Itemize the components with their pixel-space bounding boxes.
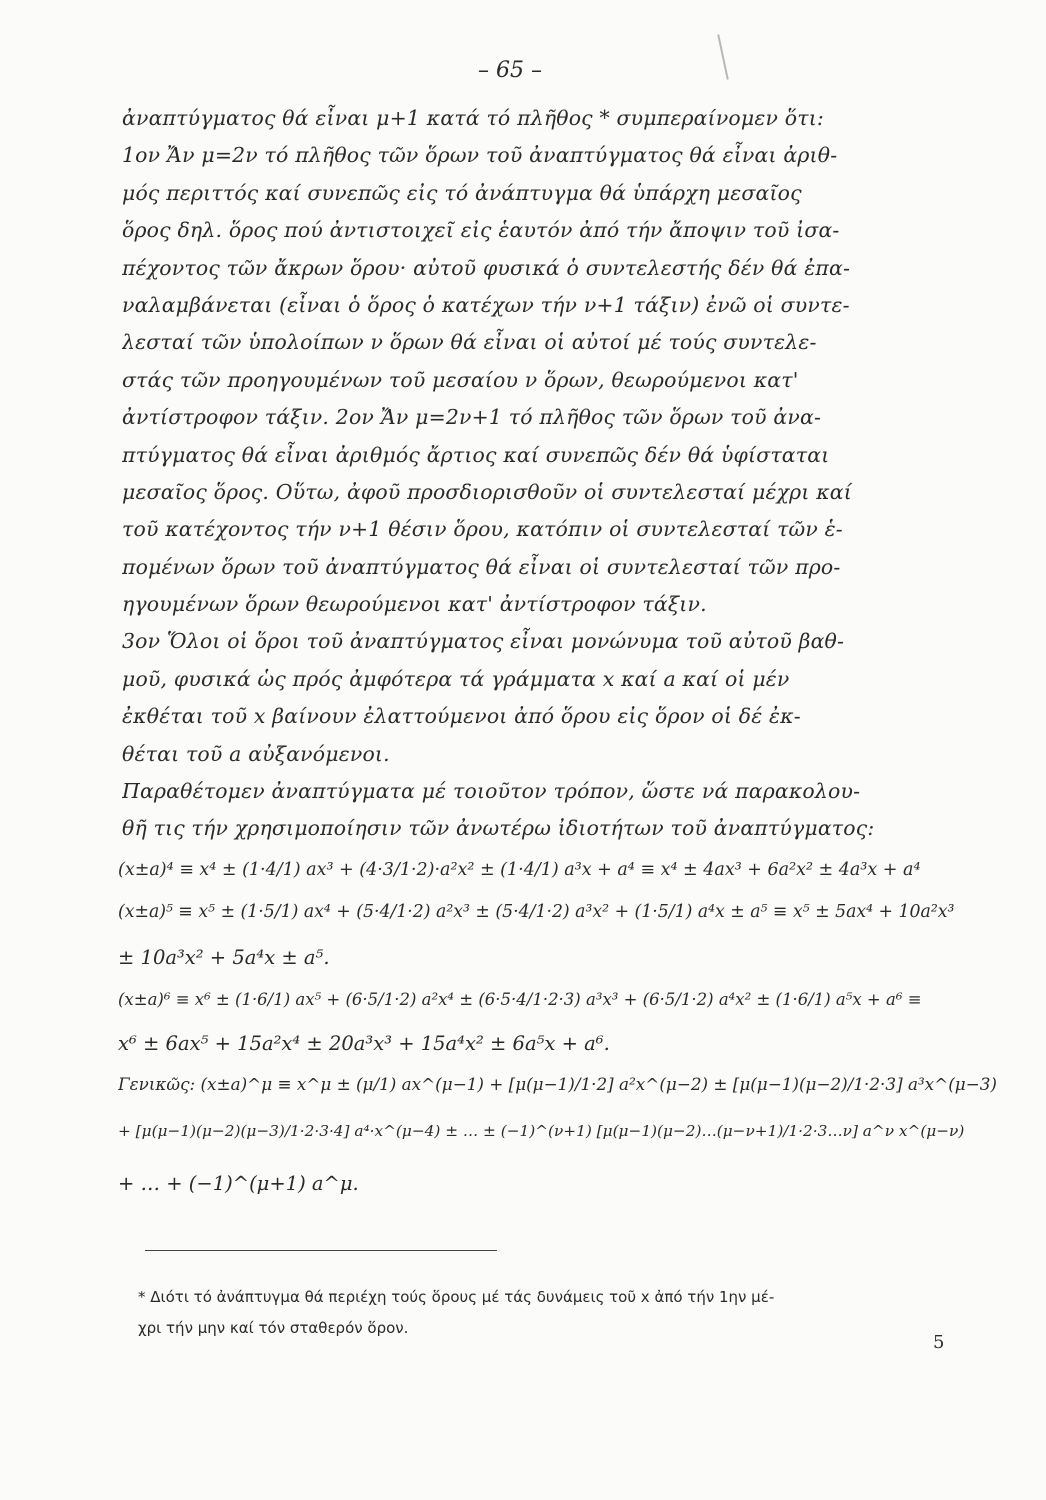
footnote-divider bbox=[145, 1250, 497, 1251]
body-line: 3ον Ὅλοι οἱ ὅροι τοῦ ἀναπτύγματος εἶναι μονώνυμα τοῦ αὐτοῦ βαθ- bbox=[122, 629, 845, 654]
math-line: Γενικῶς: (x±a)^μ ≡ x^μ ± (μ/1) ax^(μ−1) + [μ(μ−1)/1·2] a²x^(μ−2) ± [μ(μ−1)(μ−2)/1·2·3] a³x^(μ−3) bbox=[118, 1074, 997, 1094]
body-line: θῆ τις τήν χρησιμοποίησιν τῶν ἀνωτέρω ἰδιοτήτων τοῦ ἀναπτύγματος: bbox=[122, 816, 875, 841]
body-line: στάς τῶν προηγουμένων τοῦ μεσαίου ν ὅρων, θεωρούμενοι κατ' bbox=[122, 367, 799, 392]
footnote bbox=[138, 1282, 968, 1344]
body-line: πτύγματος θά εἶναι ἀριθμός ἄρτιος καί συνεπῶς δέν θά ὑφίσταται bbox=[122, 442, 830, 467]
body-line: ηγουμένων ὅρων θεωρούμενοι κατ' ἀντίστροφον τάξιν. bbox=[122, 592, 707, 617]
body-line: μεσαῖος ὅρος. Οὕτω, ἀφοῦ προσδιορισθοῦν οἱ συντελεσταί μέχρι καί bbox=[122, 479, 852, 504]
footnote-line: * Διότι τό ἀνάπτυγμα θά περιέχη τούς ὅρους μέ τάς δυνάμεις τοῦ x ἀπό τήν 1ην μέ- bbox=[138, 1288, 775, 1306]
body-line: ἀντίστροφον τάξιν. 2ον Ἄν μ=2ν+1 τό πλῆθος τῶν ὅρων τοῦ ἀνα- bbox=[122, 405, 822, 430]
body-line: θέται τοῦ a αὐξανόμενοι. bbox=[122, 741, 390, 766]
body-line: μοῦ, φυσικά ὡς πρός ἀμφότερα τά γράμματα x καί a καί οἱ μέν bbox=[122, 666, 790, 691]
body-line: 1ον Ἄν μ=2ν τό πλῆθος τῶν ὅρων τοῦ ἀναπτύγματος θά εἶναι ἀριθ- bbox=[122, 143, 838, 168]
page-number: – 65 – bbox=[478, 58, 542, 83]
math-line: (x±a)⁶ ≡ x⁶ ± (1·6/1) ax⁵ + (6·5/1·2) a²x⁴ ± (6·5·4/1·2·3) a³x³ + (6·5/1·2) a⁴x² ± (1·6/1) a⁵x + a⁶ ≡ bbox=[118, 990, 922, 1009]
footnote-line: χρι τήν μην καί τόν σταθερόν ὅρον. bbox=[138, 1319, 409, 1337]
body-line: ὅρος δηλ. ὅρος πού ἀντιστοιχεῖ εἰς ἑαυτόν ἀπό τήν ἄποψιν τοῦ ἰσα- bbox=[122, 218, 840, 243]
body-line: πέχοντος τῶν ἄκρων ὅρου· αὐτοῦ φυσικά ὁ συντελεστής δέν θά ἐπα- bbox=[122, 255, 851, 280]
body-line: μός περιττός καί συνεπῶς εἰς τό ἀνάπτυγμα θά ὑπάρχη μεσαῖος bbox=[122, 180, 802, 205]
body-line: ἐκθέται τοῦ x βαίνουν ἐλαττούμενοι ἀπό ὅρου εἰς ὅρον οἱ δέ ἐκ- bbox=[122, 704, 801, 729]
math-line: ± 10a³x² + 5a⁴x ± a⁵. bbox=[118, 946, 330, 969]
math-line: (x±a)⁴ ≡ x⁴ ± (1·4/1) ax³ + (4·3/1·2)·a²x² ± (1·4/1) a³x + a⁴ ≡ x⁴ ± 4ax³ + 6a²x² ± 4a³x + a⁴ bbox=[118, 860, 921, 880]
body-text bbox=[122, 100, 972, 848]
math-line: + … + (−1)^(μ+1) a^μ. bbox=[118, 1172, 359, 1195]
body-line: ναλαμβάνεται (εἶναι ὁ ὅρος ὁ κατέχων τήν ν+1 τάξιν) ἐνῶ οἱ συντε- bbox=[122, 292, 850, 317]
body-line: ἀναπτύγματος θά εἶναι μ+1 κατά τό πλῆθος * συμπεραίνομεν ὅτι: bbox=[122, 106, 824, 130]
math-line: x⁶ ± 6ax⁵ + 15a²x⁴ ± 20a³x³ + 15a⁴x² ± 6a⁵x + a⁶. bbox=[118, 1032, 610, 1055]
math-line: (x±a)⁵ ≡ x⁵ ± (1·5/1) ax⁴ + (5·4/1·2) a²x³ ± (5·4/1·2) a³x² + (1·5/1) a⁴x ± a⁵ ≡ x⁵ ± 5ax⁴ + 10a²x³ bbox=[118, 902, 955, 922]
signature-mark: 5 bbox=[933, 1332, 945, 1353]
math-line: + [μ(μ−1)(μ−2)(μ−3)/1·2·3·4] a⁴·x^(μ−4) ± … ± (−1)^(ν+1) [μ(μ−1)(μ−2)…(μ−ν+1)/1·2·3…ν] a^ν x^(μ−ν) bbox=[118, 1122, 965, 1140]
body-line: Παραθέτομεν ἀναπτύγματα μέ τοιοῦτον τρόπον, ὥστε νά παρακολου- bbox=[122, 779, 861, 804]
pencil-mark bbox=[717, 34, 729, 79]
body-line: λεσταί τῶν ὑπολοίπων ν ὅρων θά εἶναι οἱ αὐτοί μέ τούς συντελε- bbox=[122, 330, 817, 355]
body-line: τοῦ κατέχοντος τήν ν+1 θέσιν ὅρου, κατόπιν οἱ συντελεσταί τῶν ἑ- bbox=[122, 517, 843, 542]
body-line: πομένων ὅρων τοῦ ἀναπτύγματος θά εἶναι οἱ συντελεσταί τῶν προ- bbox=[122, 554, 841, 579]
